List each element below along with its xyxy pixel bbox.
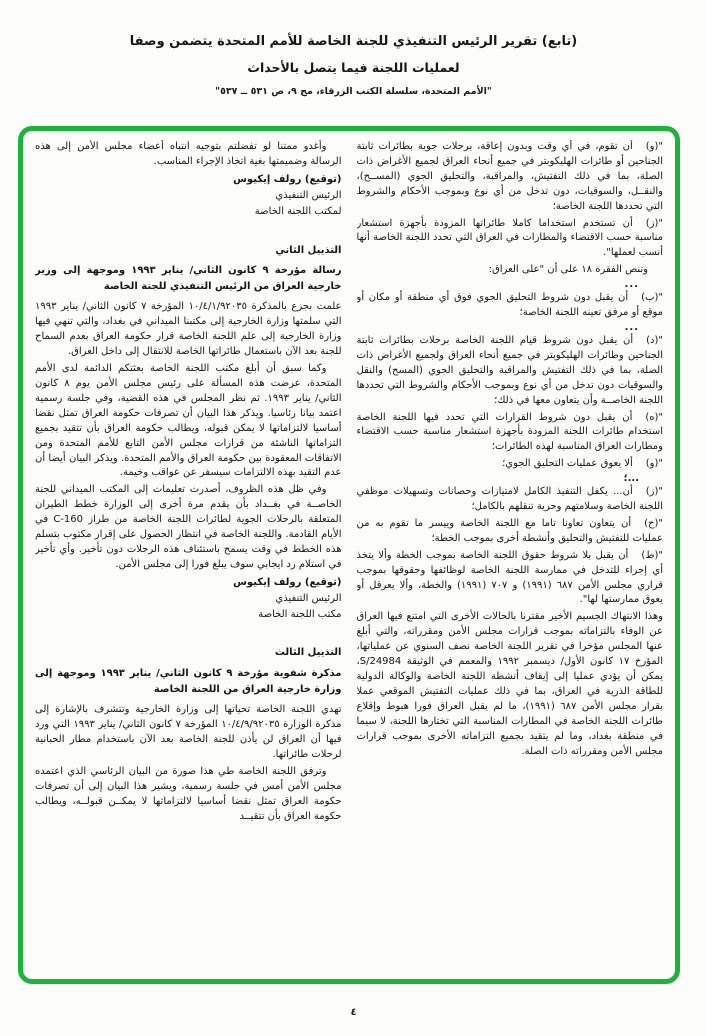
- signature-role: الرئيس التنفيذي: [275, 189, 342, 201]
- section-heading: التذييل الثاني: [275, 244, 342, 256]
- paragraph-label: "(ح): [644, 517, 663, 529]
- paragraph-label: "(ز): [645, 486, 663, 498]
- labeled-paragraph: "(ب)أن يقبل دون شروط التحليق الجوي فوق أي منطقة أو مكان أو موقع أو مرفق تعينه اللجنة الخاصة؛: [356, 292, 663, 319]
- left-column: [35, 140, 342, 973]
- document-header: [0, 0, 707, 97]
- labeled-paragraph: "(ز)أن تستخدم استخداما كاملا طائراتها المزودة بأجهزة استشعار مناسبة حسب الاقتضاء والمطارات في العراق التي تحدد اللجنة الخاصة أنها أنسب لعملها".: [356, 217, 663, 259]
- paragraph-label: "(و): [645, 458, 663, 470]
- signature-role: لمكتب اللجنة الخاصة: [254, 205, 342, 217]
- labeled-paragraph: "(و)أن تقوم، في أي وقت وبدون إعاقة، برحلات جوية بطائرات ثابتة الجناحين أو طائرات الهليكوبتر في جميع أنحاء العراق لجميع الأغراض ذات الصلة، بما في ذلك التفتيش، والمراقبة، والتحليق الجوي (المســح)، والنقــل، والسوقيات، دون تدخل من أي نوع وبموجب الأحكام والشروط التي تحددها اللجنة الخاصة؛: [356, 141, 663, 212]
- paragraph: وتنص الفقرة ١٨ على أن "على العراق:: [488, 264, 648, 276]
- paragraph: علمت بجزع بالمذكرة ١٠/٤/١/٩٢٠٣٥ المؤرخة ٧ كانون الثاني/ يناير ١٩٩٣ التي سلمتها وزارة الخارجية إلى مكتبنا الميداني في بغداد، والتي تنهي فيها وزارة الخارجية إلى علم اللجنة الخاصة قرار حكومة العراق بعدم السماح للجنة بعد الآن باستعمال طائراتها الخاصة للانتقال إلى داخل العراق.: [35, 301, 342, 358]
- paragraph: وأغدو ممتنا لو تفضلتم بتوجيه انتباه أعضاء مجلس الأمن إلى هذه الرسالة وضميمتها بغية اتخاذ الإجراء المناسب.: [35, 141, 342, 167]
- labeled-paragraph: "(ح)أن يتعاون تعاونا تاما مع اللجنة الخاصة وييسر ما تقوم به من عمليات للتفتيش والتحليق وأنشطة أخرى بموجب الخطة؛: [356, 517, 663, 544]
- paragraph: وترفق اللجنة الخاصة طي هذا صورة من البيان الرئاسي الذي اعتمده مجلس الأمن أمس في جلسة رسمية، ويشير هذا البيان إلى أن تصرفات حكومة العراق تمثل نقضا أساسيا لالتزاماتها لا يمكــن قبولــه، ويطالب حكومة العراق بأن تتقيــد: [35, 766, 342, 822]
- signature-role: الرئيس التنفيذي: [275, 592, 342, 604]
- paragraph: وفي ظل هذه الظروف، أصدرت تعليمات إلى المكتب الميداني للجنة الخاصــة في بغــداد بأن يقدم مرة أخرى إلى الوزارة خطط الطيران المتعلقة بالرحلات الجوية لطائرات اللجنة الخاصة من طراز C-160 في الأيام القادمة. واللجنة الخاصة في انتظار الحصول على إقرار مكتوب بتسلم هذه الخطط في وقت يسمح باستئناف هذه الرحلات دون تأخير. وأي تأخير في استلام رد ايجابي سوف يبلغ فورا إلى مجلس الأمن.: [35, 484, 342, 570]
- labeled-paragraph: "(ه)أن يقبل دون شروط القرارات التي تحدد فيها اللجنة الخاصة استخدام طائرات اللجنة المزودة بأجهزة استشعار مناسبة حسب الاقتضاء ومطارات العراق المناسبة لهذه الطائرات؛: [356, 411, 663, 453]
- paragraph-label: "(ز): [645, 217, 663, 229]
- page-title-line1: (تابع) تقرير الرئيس التنفيذي للجنة الخاصة للأمم المتحدة يتضمن وصفا: [129, 34, 578, 49]
- paragraph-label: "(ه): [645, 411, 663, 423]
- paragraph-label: "(و): [645, 141, 663, 152]
- two-column-layout: [23, 131, 675, 979]
- signature-role: مكتب اللجنة الخاصة: [258, 608, 342, 620]
- page-title-line2: لعمليات اللجنة فيما يتصل بالأحداث: [247, 60, 460, 75]
- source-citation: "الأمم المتحدة، سلسلة الكتب الزرقاء، مج ٩، ص ٥٣١ ــ ٥٣٧": [215, 86, 492, 97]
- labeled-paragraph: "(د)أن يقبل دون شروط قيام اللجنة الخاصة برحلات بطائرات ثابتة الجناحين وطائرات الهليكوبتر في جميع أنحاء العراق ولجميع الأغراض ذات الصلة، بما في ذلك التفتيش والمراقبة والتحليق الجوي (المسح) والنقل والسوقيات دون تدخل من أي نوع وبموجب الأحكام والشروط التي تحددها اللجنة الخاصــة وأن يتعاون معها في ذلك؛: [356, 334, 663, 406]
- signature-name: (توقيع) رولف إيكيوس: [233, 173, 342, 185]
- ellipsis-line: ...: [624, 279, 639, 291]
- section-subheading: مذكرة شفوية مؤرخة ٩ كانون الثاني/ يناير ١٩٩٣ وموجهة إلى وزارة خارجية العراق من اللجنة الخاصة: [35, 668, 342, 696]
- paragraph: وكما سبق أن أبلغ مكتب اللجنة الخاصة بعثتكم الدائمة لدى الأمم المتحدة، عرضت هذه المسألة على رئيس مجلس الأمن يوم ٨ كانون الثاني/ يناير ١٩٩٣. ثم نظر المجلس في هذه القضية، وفي جلسة رسمية اعتمد بيانا رئاسيا. ويذكر هذا البيان أن تصرفات حكومة العراق تمثل نقضا أساسيا لالتزاماتها لا يمكن قبوله، ويطالب حكومة العراق بأن تتقيد بجميع التزاماتها الناشئة من قرارات مجلس الأمن التابع للأمم المتحدة ومن الاتفاقات المعقودة بين حكومة العراق والأمم المتحدة. ويذكر البيان أيضا أن عدم التقيد بهذه الالتزامات سيسفر عن عواقب وخيمة.: [35, 363, 342, 479]
- page-number: ٤: [350, 1007, 357, 1018]
- signature-name: (توقيع) رولف إيكيوس: [233, 576, 342, 588]
- ellipsis-line: ...؛: [623, 473, 639, 485]
- document-frame: [18, 126, 680, 984]
- paragraph: تهدي اللجنة الخاصة تحياتها إلى وزارة الخارجية وتتشرف بالإشارة إلى مذكرة الوزارة ١٠/٤/٩/٩٢٠٣٥ المؤرخة ٧ كانون الثاني/ يناير ١٩٩٣ التي ورد فيها أن العراق لن يأذن للجنة الخاصة بعد الآن باستخدام مطار الحبانية لرحلات طائراتها.: [35, 704, 342, 761]
- paragraph-label: "(ط): [641, 549, 663, 561]
- section-heading: التذييل الثالث: [274, 647, 342, 659]
- right-column: [357, 140, 664, 973]
- ellipsis-line: ...: [624, 321, 639, 333]
- section-subheading: رسالة مؤرخة ٩ كانون الثاني/ يناير ١٩٩٣ وموجهة إلى وزير خارجية العراق من الرئيس التنفيذي للجنة الخاصة: [35, 265, 342, 293]
- paragraph-label: "(ب): [641, 292, 663, 304]
- labeled-paragraph: "(ز)أن... يكفل التنفيذ الكامل لامتيازات وحصانات وتسهيلات موظفي اللجنة الخاصة وسلامتهم وحرية تنقلهم بالكامل؛: [356, 486, 663, 513]
- paragraph: وهذا الانتهاك الجسيم الأخير مقترنا بالحالات الأخرى التي امتنع فيها العراق عن الوفاء بالتزاماته بموجب قرارات مجلس الأمن ومقرراته، والتي أبلغ عنها المجلس مؤخرا في تقرير اللجنة الخاصة نصف السنوي عن عملياتها، المؤرخ ١٧ كانون الأول/ ديسمبر ١٩٩٢ والمعمم في الوثيقة S/24984، يمكن أن يؤدي عمليا إلى إيقاف أنشطة اللجنة الخاصة والوكالة الدولية للطاقة الذرية في العراق، بما في ذلك عمليات التفتيش الموقعي عملا بقرار مجلس الأمن ٦٨٧ (١٩٩١)، ما لم يقبل العراق فورا هبوط وإقلاع طائرات اللجنة الخاصة في المطارات المناسبة التي تختارها اللجنة، لا سيما في منطقة بغداد، وما لم يتقيد بجميع التزاماته الأخرى بموجب قرارات مجلس الأمن ومقرراته ذات الصلة.: [356, 611, 663, 757]
- paragraph-label: "(د): [646, 334, 663, 346]
- labeled-paragraph: "(ط)أن يقبل بلا شروط حقوق اللجنة الخاصة بموجب الخطة وألا يتخذ أي إجراء للتدخل في ممارسة اللجنة الخاصة لوظائفها وحقوقها بموجب قراري مجلس الأمن ٦٨٧ (١٩٩١) و ٧٠٧ (١٩٩١) والخطة، وألا يعرقل أو يعوق ممارستها لها".: [356, 549, 663, 606]
- labeled-paragraph: "(و)ألا يعوق عمليات التحليق الجوي؛: [502, 458, 663, 470]
